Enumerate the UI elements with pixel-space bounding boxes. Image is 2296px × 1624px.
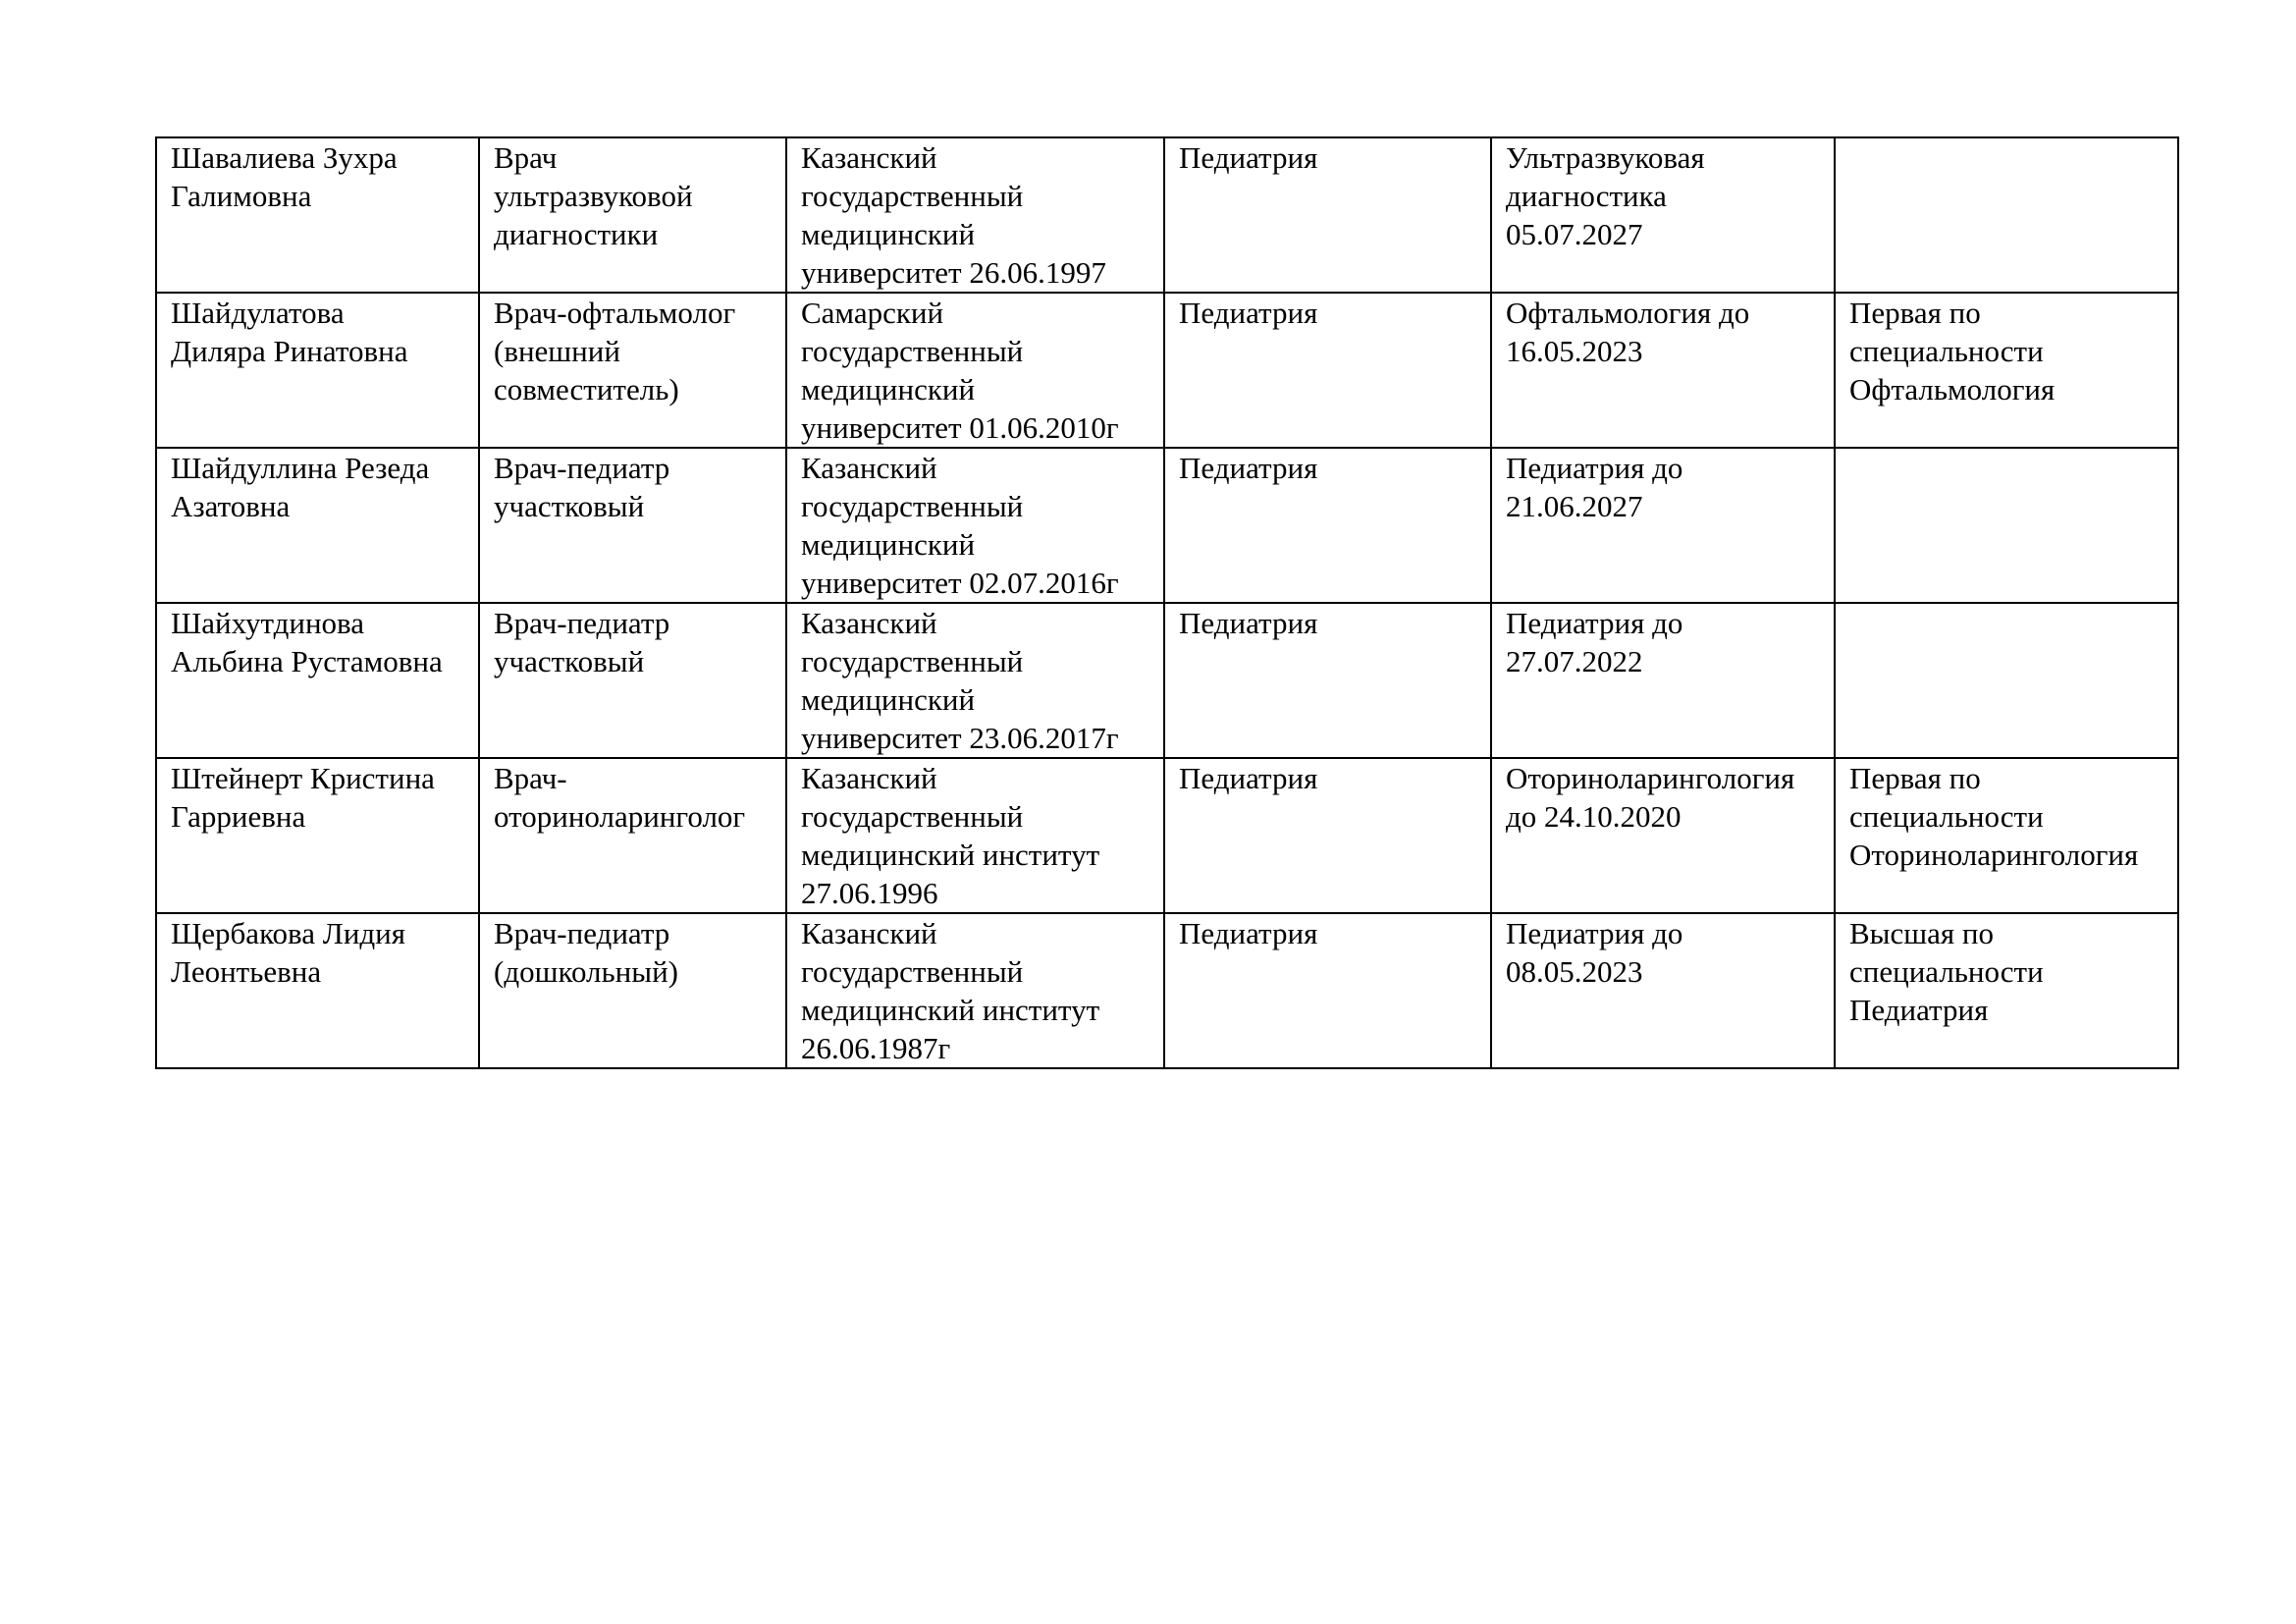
category-cell xyxy=(1835,603,2178,758)
specialty-cell: Педиатрия xyxy=(1164,448,1491,603)
name-cell: Шайхутдинова Альбина Рустамовна xyxy=(156,603,479,758)
education-cell: Казанский государственный медицинский университет 23.06.2017г xyxy=(786,603,1164,758)
position-cell: Врач-педиатр участковый xyxy=(479,448,786,603)
position-cell: Врач-офтальмолог (внешний совместитель) xyxy=(479,293,786,448)
name-cell: Шайдулатова Диляра Ринатовна xyxy=(156,293,479,448)
certificate-cell: Оториноларингология до 24.10.2020 xyxy=(1491,758,1835,913)
table-row xyxy=(156,603,2178,758)
table-row xyxy=(156,137,2178,293)
table-row xyxy=(156,913,2178,1068)
specialty-cell: Педиатрия xyxy=(1164,293,1491,448)
table-row xyxy=(156,448,2178,603)
category-cell: Первая по специальности Офтальмология xyxy=(1835,293,2178,448)
table-row xyxy=(156,293,2178,448)
category-cell: Первая по специальности Оториноларингология xyxy=(1835,758,2178,913)
certificate-cell: Офтальмология до 16.05.2023 xyxy=(1491,293,1835,448)
education-cell: Казанский государственный медицинский институт 26.06.1987г xyxy=(786,913,1164,1068)
specialty-cell: Педиатрия xyxy=(1164,913,1491,1068)
name-cell: Шайдуллина Резеда Азатовна xyxy=(156,448,479,603)
education-cell: Казанский государственный медицинский университет 26.06.1997 xyxy=(786,137,1164,293)
staff-table xyxy=(155,136,2179,1069)
name-cell: Щербакова Лидия Леонтьевна xyxy=(156,913,479,1068)
position-cell: Врач-педиатр (дошкольный) xyxy=(479,913,786,1068)
education-cell: Казанский государственный медицинский университет 02.07.2016г xyxy=(786,448,1164,603)
certificate-cell: Педиатрия до 08.05.2023 xyxy=(1491,913,1835,1068)
position-cell: Врач- оториноларинголог xyxy=(479,758,786,913)
education-cell: Казанский государственный медицинский институт 27.06.1996 xyxy=(786,758,1164,913)
education-cell: Самарский государственный медицинский университет 01.06.2010г xyxy=(786,293,1164,448)
name-cell: Штейнерт Кристина Гарриевна xyxy=(156,758,479,913)
certificate-cell: Педиатрия до 27.07.2022 xyxy=(1491,603,1835,758)
specialty-cell: Педиатрия xyxy=(1164,603,1491,758)
table-row xyxy=(156,758,2178,913)
certificate-cell: Ультразвуковая диагностика 05.07.2027 xyxy=(1491,137,1835,293)
name-cell: Шавалиева Зухра Галимовна xyxy=(156,137,479,293)
position-cell: Врач ультразвуковой диагностики xyxy=(479,137,786,293)
specialty-cell: Педиатрия xyxy=(1164,137,1491,293)
position-cell: Врач-педиатр участковый xyxy=(479,603,786,758)
category-cell xyxy=(1835,137,2178,293)
category-cell xyxy=(1835,448,2178,603)
category-cell: Высшая по специальности Педиатрия xyxy=(1835,913,2178,1068)
specialty-cell: Педиатрия xyxy=(1164,758,1491,913)
certificate-cell: Педиатрия до 21.06.2027 xyxy=(1491,448,1835,603)
